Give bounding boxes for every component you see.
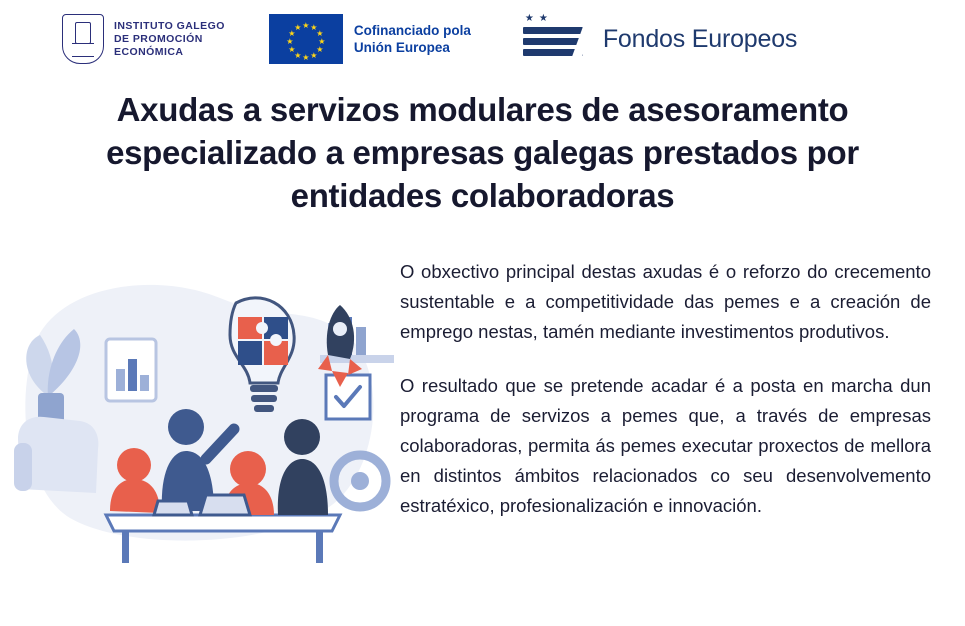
eu-logo xyxy=(269,14,471,64)
igape-logo xyxy=(62,14,225,64)
fondos-europeos-logo-icon xyxy=(515,13,591,65)
galicia-coat-of-arms-icon xyxy=(62,14,104,64)
page-title: Axudas a servizos modulares de asesoramento especializado a empresas galegas prestados por entidades colaboradoras xyxy=(106,91,859,214)
fondos-europeos-label: Fondos Europeos xyxy=(602,24,798,53)
paragraph-result: O resultado que se pretende acadar é a posta en marcha dun programa de servizos a pemes que, a través de empresas colaboradoras, permita ás pemes executar proxectos de mellora en distintos ámbitos relacionados co seu desenvolvemento estratéxico, profesionalización e innovación. xyxy=(400,375,931,516)
european-union-flag-icon: ★ ★ ★ ★ ★ ★ ★ ★ ★ ★ ★ ★ xyxy=(269,14,343,64)
eu-logo-text xyxy=(354,22,471,56)
igape-logo-line2: DE PROMOCIÓN xyxy=(114,32,203,45)
igape-logo-line3: ECONÓMICA xyxy=(114,45,184,58)
logo-strip xyxy=(0,0,965,72)
eu-logo-line2: Unión Europea xyxy=(353,40,450,55)
igape-logo-line1: INSTITUTO GALEGO xyxy=(114,19,225,32)
text-column xyxy=(400,243,939,521)
team-brainstorming-illustration xyxy=(10,243,400,563)
fondos-europeos-logo xyxy=(515,13,797,65)
paragraph-objective: O obxectivo principal destas axudas é o reforzo do crecemento sustentable e a competitividade das pemes e a creación de emprego nestas, tamén mediante investimentos produtivos. xyxy=(400,261,931,342)
fondos-stars-icon: ★★ xyxy=(524,13,553,24)
eu-logo-line1: Cofinanciado pola xyxy=(353,23,471,38)
igape-logo-text xyxy=(114,20,225,59)
content-area xyxy=(0,243,965,563)
